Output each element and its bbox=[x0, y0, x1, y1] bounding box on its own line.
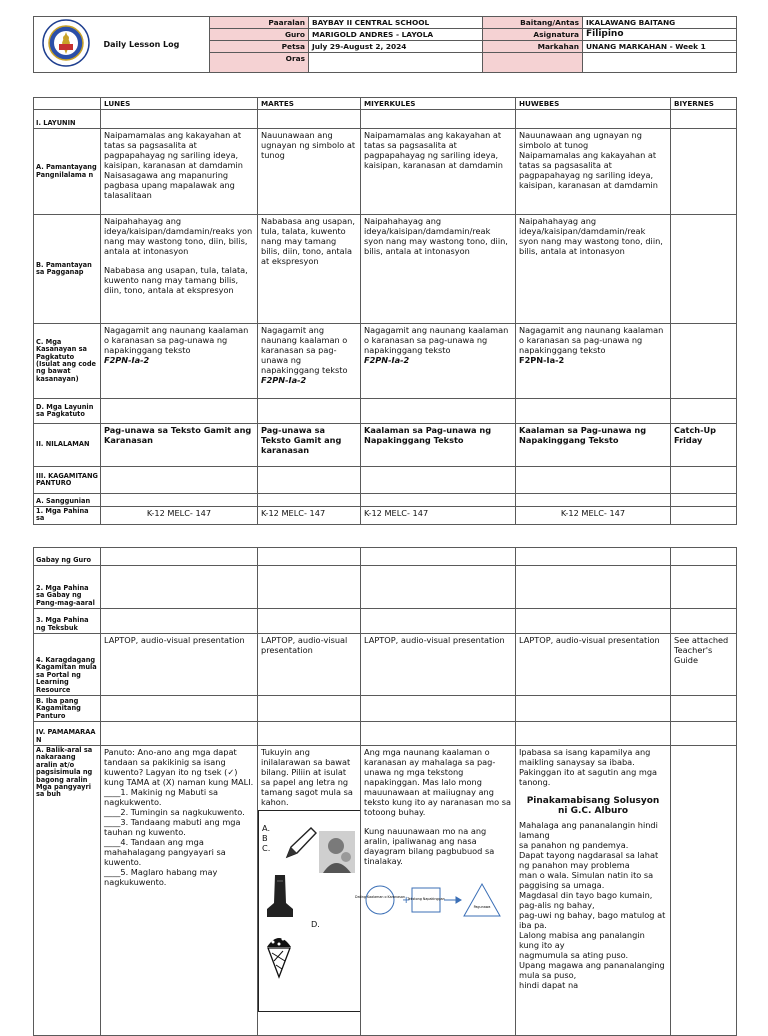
cell-melc-huwebes: K-12 MELC- 147 bbox=[516, 507, 671, 525]
list-item: ____3. Tandaang mabuti ang mga tauhan ng kuwento. bbox=[104, 817, 241, 837]
cell-nil-biyernes: Catch-Up Friday bbox=[671, 424, 737, 467]
cell-pg-huwebes: Naipahahayag ang ideya/kaisipan/damdamin/reak syon nang may wastong tono, diin, bilis, antala at intonasyon bbox=[516, 215, 671, 324]
row-label-karagdagang: 4. Karagdagang Kagamitan mula sa Portal ng Learning Resource bbox=[34, 634, 101, 696]
cell-pp-martes: Nauunawaan ang ugnayan ng simbolo at tunog bbox=[258, 129, 361, 215]
cell-ks-martes: Nagagamit ang naunang kaalaman o karanasan sa pag-unawa ng napakinggang teksto F2PN-Ia-2 bbox=[258, 324, 361, 399]
cell-ba-lunes: Panuto: Ano-ano ang mga dapat tandaan sa pakikinig sa isang kuwento? Lagyan ito ng tsek (✓) kung TAMA at (X) naman kung MALI. ____1. Makinig ng Mabuti sa nagkukwento. ____2. Tumingin sa nagkukuwento. ____3. Tandaang mabuti ang mga tauhan ng kuwento. ____4. Tandaan ang mga mahahalagang pangyayari sa kuwento. ____5. Maglaro habang may nagkukuwento. bbox=[101, 746, 258, 1036]
cell-ks-huwebes: Nagagamit ang naunang kaalaman o karanasan sa pag-unawa ng napakinggang teksto F2PN-Ia-2 bbox=[516, 324, 671, 399]
value-guro: MARIGOLD ANDRES - LAYOLA bbox=[309, 29, 483, 41]
value-petsa: July 29-August 2, 2024 bbox=[309, 41, 483, 53]
day-huwebes: HUWEBES bbox=[516, 98, 671, 110]
row-label-kagamitang: III. KAGAMITANG PANTURO bbox=[34, 467, 101, 494]
essay-author: ni G.C. Alburo bbox=[557, 806, 629, 816]
label-paaralan: Paaralan bbox=[210, 17, 309, 29]
row-label-balik-aral: A. Balik-aral sa nakaraang aralin at/o pagsisimula ng bagong aralin Mga pangyayri sa buh bbox=[34, 746, 101, 1036]
label-petsa: Petsa bbox=[210, 41, 309, 53]
cell-melc-lunes: K-12 MELC- 147 bbox=[101, 507, 258, 525]
label-asignatura: Asignatura bbox=[483, 29, 583, 41]
cell-nil-lunes: Pag-unawa sa Teksto Gamit ang Karanasan bbox=[101, 424, 258, 467]
diagram bbox=[355, 878, 504, 922]
cell-ks-lunes: Nagagamit ang naunang kaalaman o karanasan sa pag-unawa ng napakinggang teksto F2PN-Ia-2 bbox=[101, 324, 258, 399]
cell-pp-lunes: Naipamamalas ang kakayahan at tatas sa pagsasalita at pagpapahayag ng sariling ideya, kaisipan, karanasan at damdamin Naisasagawa ang mapanuring pagbasa upang mapalawak ang talasalitaan bbox=[101, 129, 258, 215]
row-label-layunin: I. LAYUNIN bbox=[34, 110, 101, 129]
row-label-gabay-guro: Gabay ng Guro bbox=[34, 548, 101, 566]
day-biyernes: BIYERNES bbox=[671, 98, 737, 110]
cell-kg-lunes: LAPTOP, audio-visual presentation bbox=[101, 634, 258, 696]
row-label-pamantayan-pagganap: B. Pamantayan sa Pagganap bbox=[34, 215, 101, 324]
label-guro: Guro bbox=[210, 29, 309, 41]
cell-nil-martes: Pag-unawa sa Teksto Gamit ang karanasan bbox=[258, 424, 361, 467]
cell-pp-huwebes: Nauunawaan ang ugnayan ng simbolo at tunog Naipamamalas ang kakayahan at tatas sa pagsasalita at pagpapahayag ng sariling ideya, kaisipan, karanasan at damdamin bbox=[516, 129, 671, 215]
header-table bbox=[33, 16, 737, 73]
boot-icon bbox=[265, 873, 295, 919]
choices-box bbox=[258, 810, 360, 1012]
deped-seal bbox=[34, 17, 101, 73]
label-empty bbox=[483, 53, 583, 73]
diagram-label-pagunawa: Pagunawa bbox=[473, 905, 491, 909]
cell-kg-biyernes: See attached Teacher's Guide bbox=[671, 634, 737, 696]
cell-melc-miyerkules: K-12 MELC- 147 bbox=[361, 507, 516, 525]
cell-kg-miyerkules: LAPTOP, audio-visual presentation bbox=[361, 634, 516, 696]
cell-ks-miyerkules: Nagagamit ang naunang kaalaman o karanasan sa pag-unawa ng napakinggang teksto F2PN-Ia-2 bbox=[361, 324, 516, 399]
cell-pg-lunes: Naipahahayag ang ideya/kaisipan/damdamin/reaks yon nang may wastong tono, diin, bilis, antala at intonasyon Nababasa ang usapan, tula, talata, kuwento nang may tamang bilis, diin, tono, antala at ekspresyon bbox=[101, 215, 258, 324]
row-label-pahina-guro: 1. Mga Pahina sa bbox=[34, 507, 101, 525]
choice-c-label: C. bbox=[262, 843, 271, 853]
value-paaralan: BAYBAY II CENTRAL SCHOOL bbox=[309, 17, 483, 29]
cell-ba-miyerkules: Ang mga naunang kaalaman o karanasan ay mahalaga sa pag-unawa ng mga tekstong napakinggan. Mas lalo mong mauunawaan at maiiugnay ang teksto kung ito ay naranasan mo sa totoong buhay. Kung nauunawaan mo na ang aralin, ipaliwanag ang nasa dayagram bilang pagbubuod sa tinalakay. Dating Kaalaman o Karanasan + Tekstong Napakinggan Pagunawa bbox=[361, 746, 516, 1036]
svg-text:+: + bbox=[402, 895, 411, 906]
row-label-pahina-pang: 2. Mga Pahina sa Gabay ng Pang-mag-aaral bbox=[34, 566, 101, 609]
value-empty bbox=[583, 53, 737, 73]
day-lunes: LUNES bbox=[101, 98, 258, 110]
lesson-table-2 bbox=[33, 547, 737, 1036]
label-markahan: Markahan bbox=[483, 41, 583, 53]
list-item: ____2. Tumingin sa nagkukuwento. bbox=[104, 807, 245, 817]
cell-ba-huwebes: Ipabasa sa isang kapamilya ang maikling sanaysay sa ibaba. Pakinggan ito at sagutin ang mga tanong. Pinakamabisang Solusyon ni G.C. Alburo Mahalaga ang pananalangin hindi lamang sa panahon ng pandemya. Dapat tayong nagdarasal sa lahat ng panahon may problema man o wala. Simulan natin ito sa paggising sa umaga. Magdasal din tayo bago kumain, pag-alis ng bahay, pag-uwi ng bahay, bago matulog at iba pa. Lalong mabisa ang panalangin kung ito ay nagmumula sa ating puso. Upang magawa ang pananalanging mula sa puso, hindi dapat na bbox=[516, 746, 671, 1036]
cell-pg-miyerkules: Naipahahayag ang ideya/kaisipan/damdamin/reak syon nang may wastong tono, diin, bilis, antala at intonasyon bbox=[361, 215, 516, 324]
cell-ba-martes: Tukuyin ang inilalarawan sa bawat bilang. Piliin at isulat sa papel ang letra ng tamang sagot mula sa kahon. A. B C. D. bbox=[258, 746, 361, 1036]
ice-cream-icon bbox=[265, 933, 293, 979]
value-markahan: UNANG MARKAHAN - Week 1 bbox=[583, 41, 737, 53]
label-oras: Oras bbox=[210, 53, 309, 73]
choice-d-label: D. bbox=[311, 919, 320, 929]
label-baitang: Baitang/Antas bbox=[483, 17, 583, 29]
value-oras bbox=[309, 53, 483, 73]
cell-kg-martes: LAPTOP, audio-visual presentation bbox=[258, 634, 361, 696]
cell-nil-miyerkules: Kaalaman sa Pag-unawa ng Napakinggang Teksto bbox=[361, 424, 516, 467]
day-martes: MARTES bbox=[258, 98, 361, 110]
choice-b-label: B bbox=[262, 833, 268, 843]
deped-seal-icon bbox=[37, 18, 95, 68]
corner-cell bbox=[34, 98, 101, 110]
row-label-iba-pang: B. Iba pang Kagamitang Panturo bbox=[34, 696, 101, 722]
list-item: ____4. Tandaan ang mga mahahalagang pangyayari sa kuwento. bbox=[104, 837, 226, 867]
row-label-sanggunian: A. Sanggunian bbox=[34, 494, 101, 507]
pencil-icon bbox=[283, 825, 319, 861]
cell-kg-huwebes: LAPTOP, audio-visual presentation bbox=[516, 634, 671, 696]
value-asignatura: Filipino bbox=[583, 29, 737, 41]
lesson-table-1 bbox=[33, 97, 737, 525]
document-title: Daily Lesson Log bbox=[101, 17, 210, 73]
row-label-d-layunin: D. Mga Layunin sa Pagkatuto bbox=[34, 399, 101, 424]
cell-pp-miyerkules: Naipamamalas ang kakayahan at tatas sa pagsasalita at pagpapahayag ng sariling ideya, kaisipan, karanasan at damdamin bbox=[361, 129, 516, 215]
choice-a-label: A. bbox=[262, 823, 271, 833]
row-label-pamamaraan: IV. PAMAMARAA N bbox=[34, 722, 101, 746]
cell-melc-martes: K-12 MELC- 147 bbox=[258, 507, 361, 525]
cell-pg-martes: Nababasa ang usapan, tula, talata, kuwento nang may tamang bilis, diin, tono, antala at ekspresyon bbox=[258, 215, 361, 324]
essay-title: Pinakamabisang Solusyon bbox=[526, 796, 660, 806]
child-photo-icon bbox=[319, 831, 355, 873]
row-label-pamantayang-pangnilalaman: A. Pamantayang Pangnilalama n bbox=[34, 129, 101, 215]
row-label-nilalaman: II. NILALAMAN bbox=[34, 424, 101, 467]
day-miyerkules: MIYERKULES bbox=[361, 98, 516, 110]
list-item: ____1. Makinig ng Mabuti sa nagkukwento. bbox=[104, 787, 218, 807]
diagram-label-teksto: Tekstong Napakinggan bbox=[407, 897, 445, 901]
row-label-pahina-teksbuk: 3. Mga Pahina ng Teksbuk bbox=[34, 609, 101, 634]
diagram-label-dating: Dating Kaalaman o Karanasan bbox=[355, 895, 405, 899]
value-baitang: IKALAWANG BAITANG bbox=[583, 17, 737, 29]
row-label-kasanayan: C. Mga Kasanayan sa Pagkatuto (Isulat ang code ng bawat kasanayan) bbox=[34, 324, 101, 399]
list-item: ____5. Maglaro habang may nagkukuwento. bbox=[104, 867, 218, 887]
cell-nil-huwebes: Kaalaman sa Pag-unawa ng Napakinggang Teksto bbox=[516, 424, 671, 467]
